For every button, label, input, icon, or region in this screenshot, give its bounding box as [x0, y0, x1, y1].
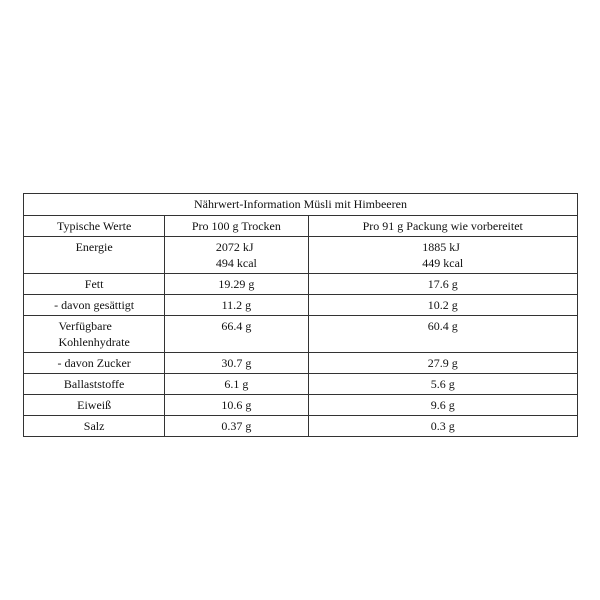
header-per-pack: Pro 91 g Packung wie vorbereitet: [308, 216, 578, 237]
header-typical-values: Typische Werte: [24, 216, 165, 237]
row-label: Eiweiß: [24, 395, 165, 416]
value-per-pack: 10.2 g: [308, 295, 578, 316]
value-per-pack: 0.3 g: [308, 416, 578, 437]
value-per-100g: 0.37 g: [165, 416, 308, 437]
row-label: - davon gesättigt: [24, 295, 165, 316]
row-label: [24, 316, 165, 353]
table-row: [24, 395, 578, 416]
table-row: [24, 316, 578, 353]
table-header-row: [24, 216, 578, 237]
row-label-line: Energie: [75, 240, 113, 254]
table-row: [24, 274, 578, 295]
header-per-100g: Pro 100 g Trocken: [165, 216, 308, 237]
value-per-100g: 19.29 g: [165, 274, 308, 295]
value-per-pack: [308, 237, 578, 274]
row-label: [24, 237, 165, 274]
row-label: Ballaststoffe: [24, 374, 165, 395]
row-label: Salz: [24, 416, 165, 437]
value-per-100g: 6.1 g: [165, 374, 308, 395]
table-row: [24, 353, 578, 374]
row-label: - davon Zucker: [24, 353, 165, 374]
value-per-100g: 30.7 g: [165, 353, 308, 374]
value-line: 1885 kJ: [422, 240, 460, 254]
table-row: [24, 416, 578, 437]
value-line: 2072 kJ: [215, 240, 254, 254]
row-label-line: Kohlenhydrate: [58, 335, 130, 349]
value-per-pack: 17.6 g: [308, 274, 578, 295]
row-label: Fett: [24, 274, 165, 295]
table-row: [24, 237, 578, 274]
value-per-100g: 66.4 g: [165, 316, 308, 353]
table-caption-row: [24, 194, 578, 216]
value-per-100g: 11.2 g: [165, 295, 308, 316]
table-row: [24, 295, 578, 316]
value-per-pack: 5.6 g: [308, 374, 578, 395]
value-per-pack: 60.4 g: [308, 316, 578, 353]
value-per-pack: 27.9 g: [308, 353, 578, 374]
row-label-line: Verfügbare: [58, 319, 112, 333]
value-line: 494 kcal: [215, 256, 257, 270]
value-line: 449 kcal: [422, 256, 464, 270]
value-per-pack: 9.6 g: [308, 395, 578, 416]
value-per-100g: 10.6 g: [165, 395, 308, 416]
table-row: [24, 374, 578, 395]
table-caption: Nährwert-Information Müsli mit Himbeeren: [24, 194, 578, 216]
nutrition-table: [23, 193, 578, 437]
value-per-100g: [165, 237, 308, 274]
